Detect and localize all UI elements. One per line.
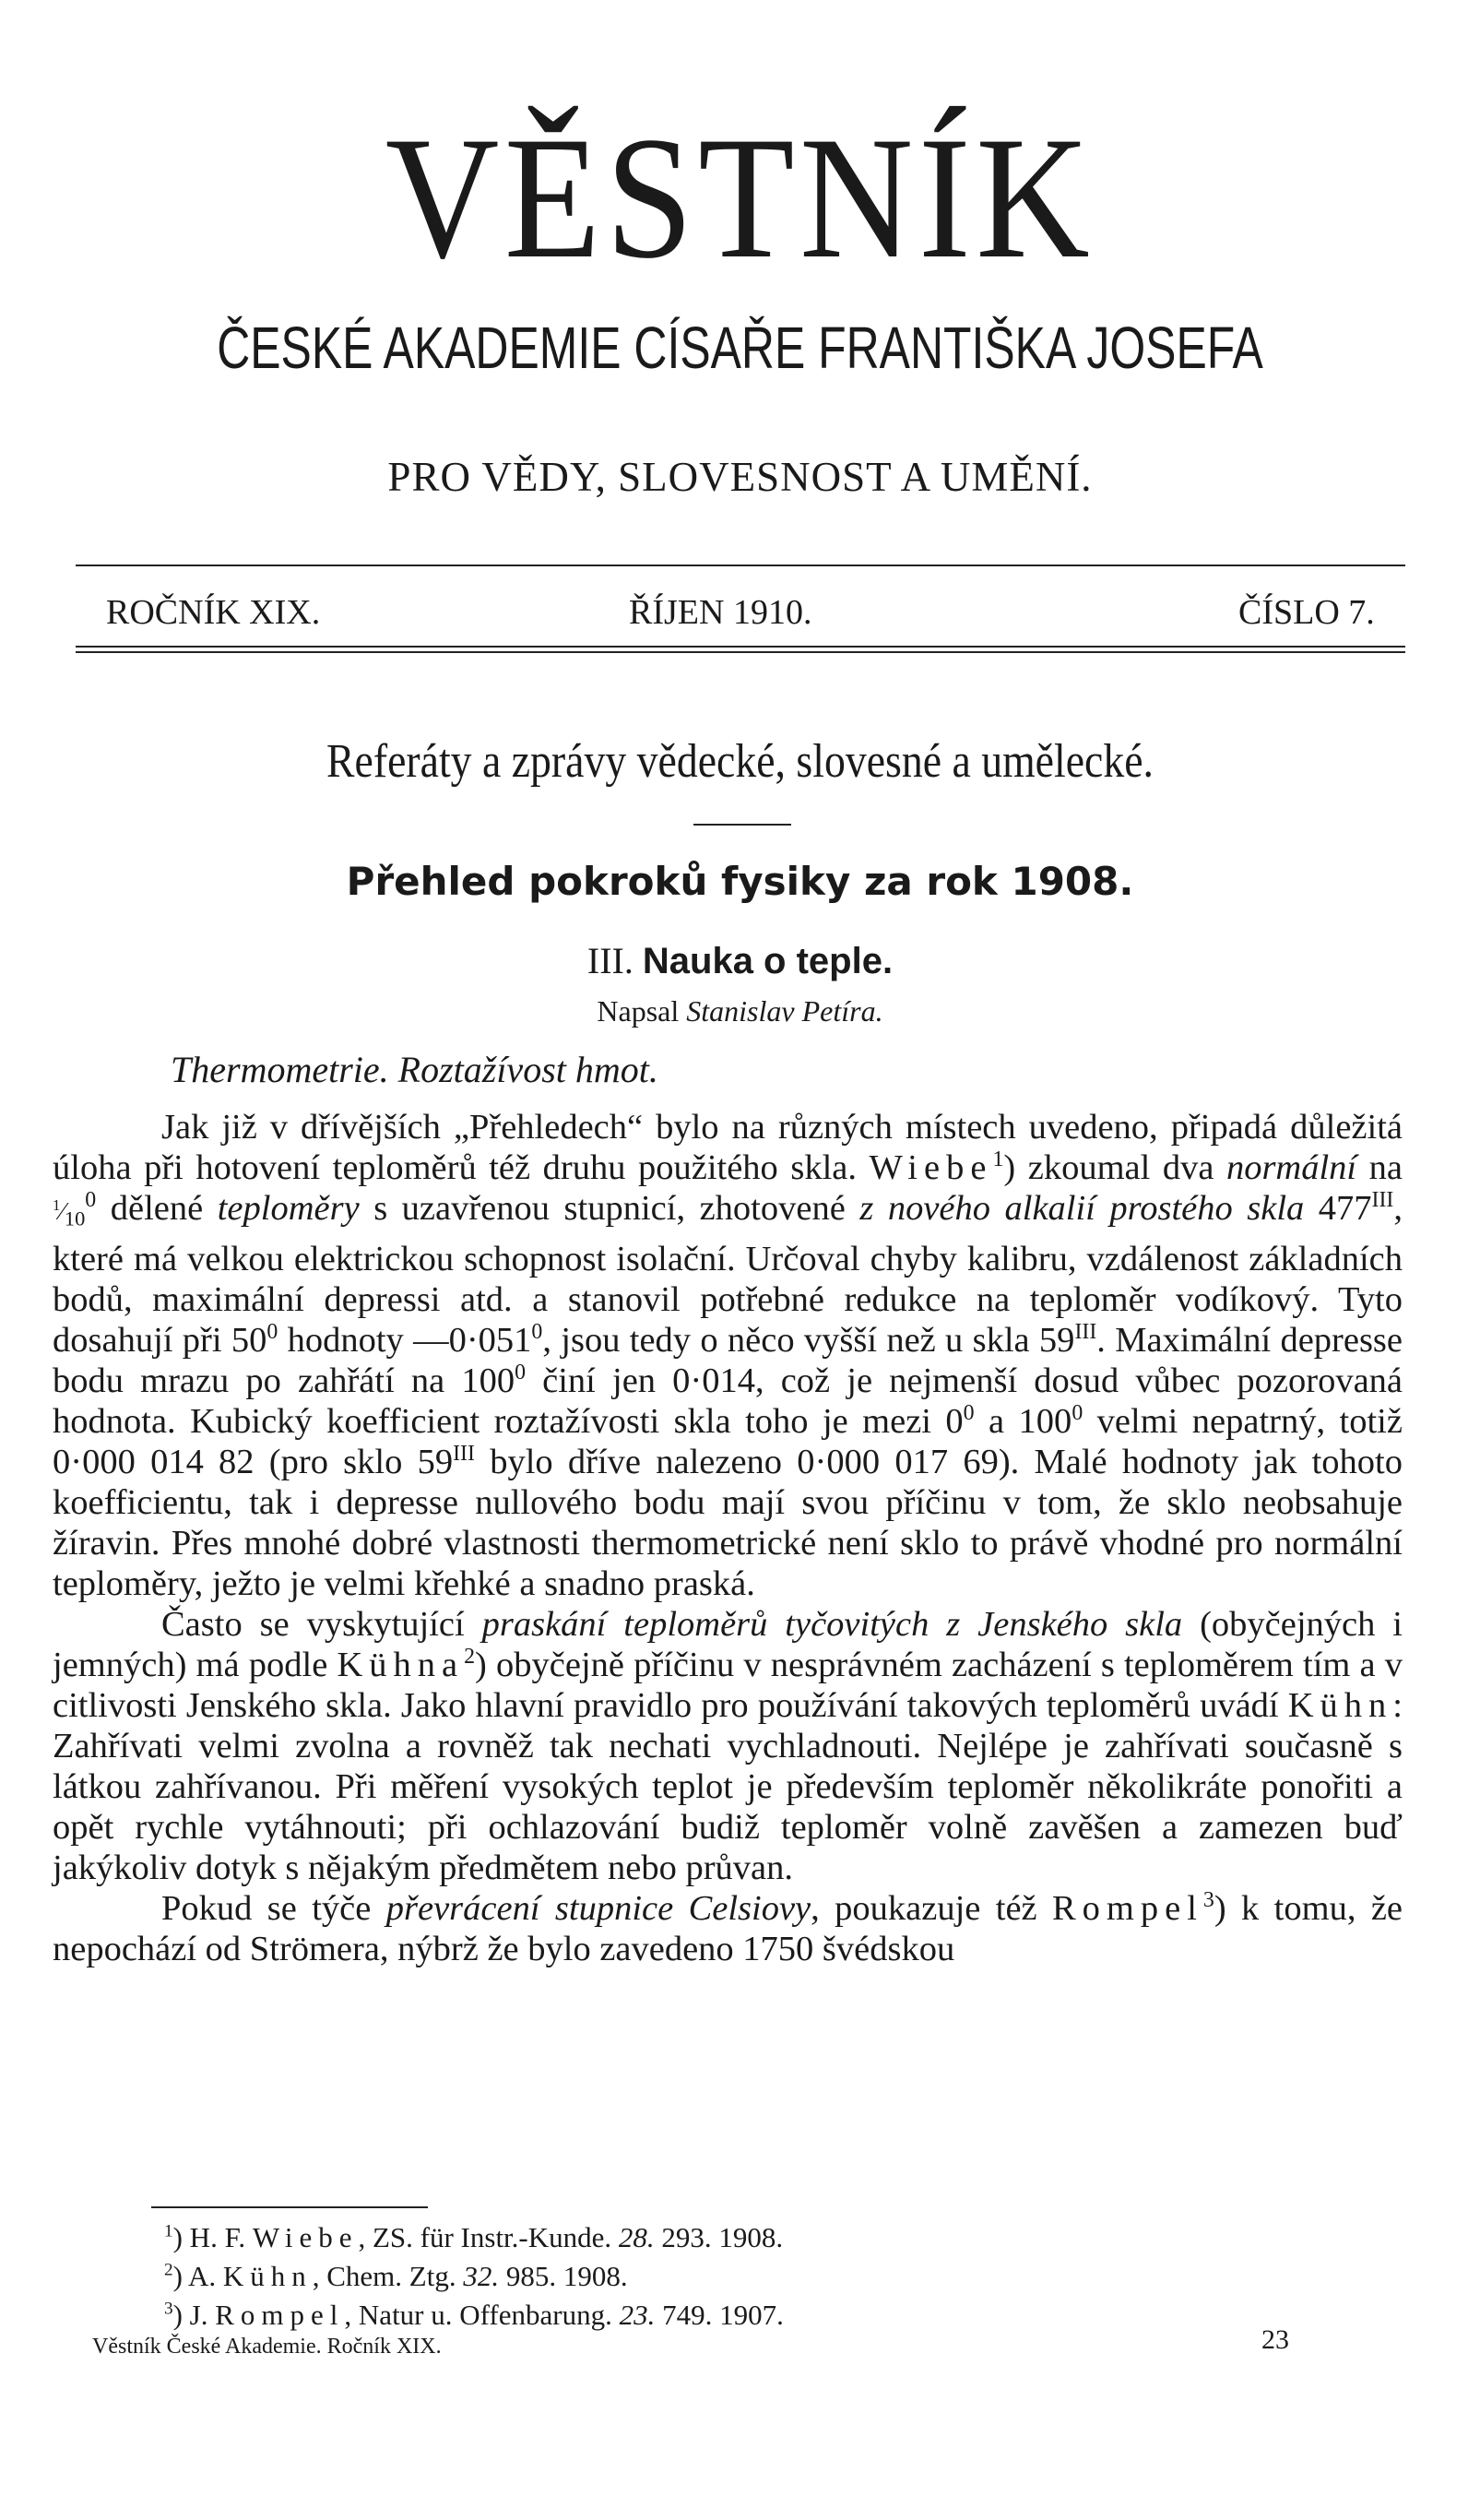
text: 477 xyxy=(1304,1189,1372,1228)
superscript: 0 xyxy=(266,1320,278,1345)
text: ) obyčejně příčinu v nesprávném zacházení s teploměrem tím a v citlivosti Jenského skla. Jako hlavní pravidlo pro používání takových teploměrů uvádí xyxy=(53,1646,1403,1726)
text: , Chem. Ztg. xyxy=(312,2260,464,2292)
part-number: III. xyxy=(586,940,633,981)
text: na xyxy=(1356,1148,1403,1187)
text: , Natur u. Offenbarung. xyxy=(344,2299,620,2331)
emphasis: převrácení stupnice Celsiovy xyxy=(385,1889,811,1929)
page-number: 23 xyxy=(1261,2324,1289,2355)
author-ref: Kühna xyxy=(337,1646,465,1685)
text: ) k tomu, že nepochází od Strömera, nýbrž že bylo zavedeno 1750 švédskou xyxy=(53,1889,1403,1969)
text: (obyčejných i jemných) má podle xyxy=(53,1605,1403,1685)
text: . Maximální depresse bodu mrazu po zahřátí na 100 xyxy=(53,1321,1403,1401)
running-footer: Věstník České Akademie. Ročník XIX. xyxy=(92,2335,442,2359)
article-title: Přehled pokroků fysiky za rok 1908. xyxy=(346,859,1134,904)
footnote-mark: 2 xyxy=(464,1645,476,1670)
issue-date: ŘÍJEN 1910. xyxy=(629,593,812,632)
footnotes xyxy=(164,2218,784,2335)
fraction-numerator: 1 xyxy=(53,1196,61,1215)
issue-volume: ROČNÍK XIX. xyxy=(106,593,321,632)
issue-bottom-rule xyxy=(76,646,1405,653)
text: a 100 xyxy=(974,1402,1072,1442)
superscript: III xyxy=(1074,1320,1097,1345)
article-body xyxy=(53,1107,1403,1969)
text: dělené xyxy=(96,1189,218,1228)
superscript: III xyxy=(453,1442,475,1467)
footnote-mark: 2 xyxy=(164,2260,173,2280)
text: Jak již v dřívějších „Přehledech“ bylo na různých místech uvedeno, připadá důležitá úloha při hotovení teploměrů též druhu použitého skla. xyxy=(53,1108,1403,1187)
masthead-subtitle: PRO VĚDY, SLOVESNOST A UMĚNÍ. xyxy=(387,454,1093,500)
author-ref: Kühn xyxy=(222,2260,313,2292)
author-name: Stanislav Petíra. xyxy=(686,994,883,1028)
subsection-heading: Thermometrie. Roztažívost hmot. xyxy=(171,1049,658,1090)
superscript: 0 xyxy=(515,1361,527,1385)
footnote-3 xyxy=(164,2296,784,2335)
text: , jsou tedy o něco vyšší než u skla 59 xyxy=(542,1321,1075,1361)
superscript: 0 xyxy=(963,1401,975,1426)
paragraph-1 xyxy=(53,1107,1403,1604)
text: hodnoty —0·051 xyxy=(278,1321,532,1361)
article-author xyxy=(0,996,1480,1026)
part-title: Nauka o teple. xyxy=(642,941,894,981)
text: 293. 1908. xyxy=(654,2221,784,2253)
text: 985. 1908. xyxy=(499,2260,628,2292)
footnote-mark: 3 xyxy=(1202,1888,1214,1913)
author-prefix: Napsal xyxy=(597,994,680,1028)
top-rule xyxy=(76,565,1405,566)
emphasis: normální xyxy=(1225,1148,1357,1187)
superscript: III xyxy=(1371,1188,1394,1213)
footnote-divider xyxy=(151,2206,428,2208)
footnote-2 xyxy=(164,2257,784,2296)
text: činí jen 0·014, což je nejmenší dosud vůbec pozorovaná hodnota. Kubický koefficient roztažívosti skla toho je mezi 0 xyxy=(53,1361,1403,1442)
volume: 32. xyxy=(463,2260,500,2292)
author-ref: Wiebe xyxy=(869,1148,993,1187)
text: , poukazuje též xyxy=(811,1889,1052,1929)
author-ref: Kühn xyxy=(1287,1686,1393,1726)
text: Často se vyskytující xyxy=(161,1605,482,1645)
emphasis: teploměry xyxy=(217,1189,360,1228)
footnote-1 xyxy=(164,2218,784,2257)
text: Pokud se týče xyxy=(161,1889,386,1929)
fraction-denominator: 10 xyxy=(64,1207,86,1230)
emphasis: praskání teploměrů tyčovitých z Jenského skla xyxy=(481,1605,1183,1645)
text: , které má velkou elektrickou schopnost isolační. Určoval chyby kalibru, vzdálenost základních bodů, maximální depressi atd. a stanovil potřebné redukce na teploměr vodíkový. Tyto dosahují při 50 xyxy=(53,1189,1403,1361)
volume: 28. xyxy=(618,2221,655,2253)
text: : Zahřívati velmi zvolna a rovněž tak nechati vychladnouti. Nejlépe je zahřívati současně s látkou zahřívanou. Při měření vysokých teplot je především teploměr několikráte ponořiti a opět rychle vytáhnouti; při ochlazování budiž teploměr volně zavěšen a zamezen buď jakýkoliv dotyk s nějakým předmětem nebo průvan. xyxy=(53,1686,1403,1888)
footnote-mark: 1 xyxy=(164,2221,173,2241)
text: ) H. F. xyxy=(172,2221,253,2253)
issue-line xyxy=(106,590,1397,635)
section-title: Referáty a zprávy vědecké, slovesné a umělecké. xyxy=(326,735,1154,788)
section-divider xyxy=(693,824,791,826)
superscript: 0 xyxy=(1072,1401,1083,1426)
text: velmi nepatrný, totiž 0·000 014 82 (pro sklo 59 xyxy=(53,1402,1403,1482)
paragraph-3 xyxy=(53,1888,1403,1969)
text: , ZS. für Instr.-Kunde. xyxy=(358,2221,619,2253)
author-ref: Rompel xyxy=(215,2299,345,2331)
masthead-academy: ČESKÉ AKADEMIE CÍSAŘE FRANTIŠKA JOSEFA xyxy=(217,315,1263,381)
masthead-title: VĚSTNÍK xyxy=(385,101,1095,295)
text: ) zkoumal dva xyxy=(1003,1148,1226,1187)
footnote-mark: 1 xyxy=(992,1147,1004,1172)
article-part xyxy=(0,940,1480,981)
footnote-mark: 3 xyxy=(164,2299,173,2319)
emphasis: z nového alkalií prostého skla xyxy=(859,1189,1305,1228)
text: s uzavřenou stupnicí, zhotovené xyxy=(359,1189,860,1228)
issue-number: ČÍSLO 7. xyxy=(1238,593,1375,632)
superscript: 0 xyxy=(531,1320,543,1345)
paragraph-2 xyxy=(53,1604,1403,1888)
text: 749. 1907. xyxy=(655,2299,784,2331)
text: bylo dříve nalezeno 0·000 017 69). Malé hodnoty jak tohoto koefficientu, tak i depresse nullového bodu mají svou příčinu v tom, že sklo neobsahuje žíravin. Přes mnohé dobré vlastnosti thermometrické není sklo to právě vhodné pro normální teploměry, ježto je velmi křehké a snadno praská. xyxy=(53,1443,1403,1604)
text: ) A. xyxy=(172,2260,223,2292)
degree-mark: 0 xyxy=(85,1188,97,1213)
author-ref: Wiebe xyxy=(252,2221,359,2253)
text: ) J. xyxy=(172,2299,216,2331)
author-ref: Rompel xyxy=(1052,1889,1203,1929)
volume: 23. xyxy=(619,2299,656,2331)
fraction: $^1⁄_{10}$ xyxy=(53,1196,86,1230)
